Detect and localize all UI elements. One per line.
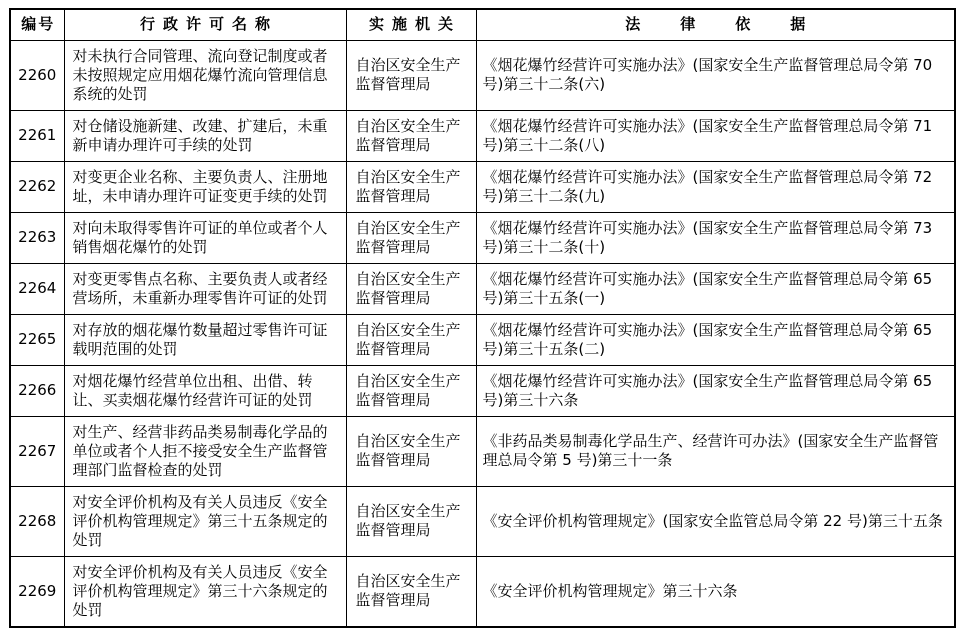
row-id-cell: 2261 xyxy=(10,110,64,161)
license-name-cell: 对安全评价机构及有关人员违反《安全评价机构管理规定》第三十六条规定的处罚 xyxy=(64,556,346,627)
row-id-cell: 2266 xyxy=(10,365,64,416)
license-name-cell: 对安全评价机构及有关人员违反《安全评价机构管理规定》第三十五条规定的处罚 xyxy=(64,486,346,556)
legal-basis-cell: 《烟花爆竹经营许可实施办法》(国家安全生产监督管理总局令第 72 号)第三十二条(九) xyxy=(476,161,955,212)
header-agency: 实施机关 xyxy=(346,9,476,40)
agency-cell: 自治区安全生产监督管理局 xyxy=(346,212,476,263)
license-name-cell: 对变更企业名称、主要负责人、注册地址，未申请办理许可证变更手续的处罚 xyxy=(64,161,346,212)
legal-basis-cell: 《烟花爆竹经营许可实施办法》(国家安全生产监督管理总局令第 65 号)第三十五条(二) xyxy=(476,314,955,365)
license-name-cell: 对存放的烟花爆竹数量超过零售许可证载明范围的处罚 xyxy=(64,314,346,365)
agency-cell: 自治区安全生产监督管理局 xyxy=(346,161,476,212)
row-id-cell: 2269 xyxy=(10,556,64,627)
header-license-name: 行政许可名称 xyxy=(64,9,346,40)
legal-basis-cell: 《烟花爆竹经营许可实施办法》(国家安全生产监督管理总局令第 73 号)第三十二条(十) xyxy=(476,212,955,263)
license-name-cell: 对未执行合同管理、流向登记制度或者未按照规定应用烟花爆竹流向管理信息系统的处罚 xyxy=(64,40,346,110)
legal-basis-cell: 《烟花爆竹经营许可实施办法》(国家安全生产监督管理总局令第 65 号)第三十六条 xyxy=(476,365,955,416)
licensing-table xyxy=(9,8,956,628)
agency-cell: 自治区安全生产监督管理局 xyxy=(346,263,476,314)
table-row xyxy=(10,110,955,161)
license-name-cell: 对烟花爆竹经营单位出租、出借、转让、买卖烟花爆竹经营许可证的处罚 xyxy=(64,365,346,416)
header-legal-basis: 法律依据 xyxy=(476,9,955,40)
license-name-cell: 对仓储设施新建、改建、扩建后，未重新申请办理许可手续的处罚 xyxy=(64,110,346,161)
row-id-cell: 2267 xyxy=(10,416,64,486)
agency-cell: 自治区安全生产监督管理局 xyxy=(346,314,476,365)
agency-cell: 自治区安全生产监督管理局 xyxy=(346,365,476,416)
legal-basis-cell: 《安全评价机构管理规定》第三十六条 xyxy=(476,556,955,627)
table-row xyxy=(10,556,955,627)
row-id-cell: 2262 xyxy=(10,161,64,212)
table-row xyxy=(10,314,955,365)
row-id-cell: 2264 xyxy=(10,263,64,314)
row-id-cell: 2265 xyxy=(10,314,64,365)
agency-cell: 自治区安全生产监督管理局 xyxy=(346,40,476,110)
legal-basis-cell: 《烟花爆竹经营许可实施办法》(国家安全生产监督管理总局令第 65 号)第三十五条(一) xyxy=(476,263,955,314)
legal-basis-cell: 《安全评价机构管理规定》(国家安全监管总局令第 22 号)第三十五条 xyxy=(476,486,955,556)
legal-basis-cell: 《烟花爆竹经营许可实施办法》(国家安全生产监督管理总局令第 70 号)第三十二条(六) xyxy=(476,40,955,110)
table-row xyxy=(10,365,955,416)
legal-basis-cell: 《非药品类易制毒化学品生产、经营许可办法》(国家安全生产监督管理总局令第 5 号)第三十一条 xyxy=(476,416,955,486)
table-row xyxy=(10,263,955,314)
license-name-cell: 对向未取得零售许可证的单位或者个人销售烟花爆竹的处罚 xyxy=(64,212,346,263)
table-row xyxy=(10,416,955,486)
table-row xyxy=(10,161,955,212)
header-row xyxy=(10,9,955,40)
license-name-cell: 对生产、经营非药品类易制毒化学品的单位或者个人拒不接受安全生产监督管理部门监督检查的处罚 xyxy=(64,416,346,486)
legal-basis-cell: 《烟花爆竹经营许可实施办法》(国家安全生产监督管理总局令第 71 号)第三十二条(八) xyxy=(476,110,955,161)
agency-cell: 自治区安全生产监督管理局 xyxy=(346,486,476,556)
agency-cell: 自治区安全生产监督管理局 xyxy=(346,556,476,627)
row-id-cell: 2263 xyxy=(10,212,64,263)
table-row xyxy=(10,486,955,556)
row-id-cell: 2268 xyxy=(10,486,64,556)
header-id: 编号 xyxy=(10,9,64,40)
table-row xyxy=(10,40,955,110)
agency-cell: 自治区安全生产监督管理局 xyxy=(346,110,476,161)
agency-cell: 自治区安全生产监督管理局 xyxy=(346,416,476,486)
row-id-cell: 2260 xyxy=(10,40,64,110)
table-row xyxy=(10,212,955,263)
license-name-cell: 对变更零售点名称、主要负责人或者经营场所，未重新办理零售许可证的处罚 xyxy=(64,263,346,314)
